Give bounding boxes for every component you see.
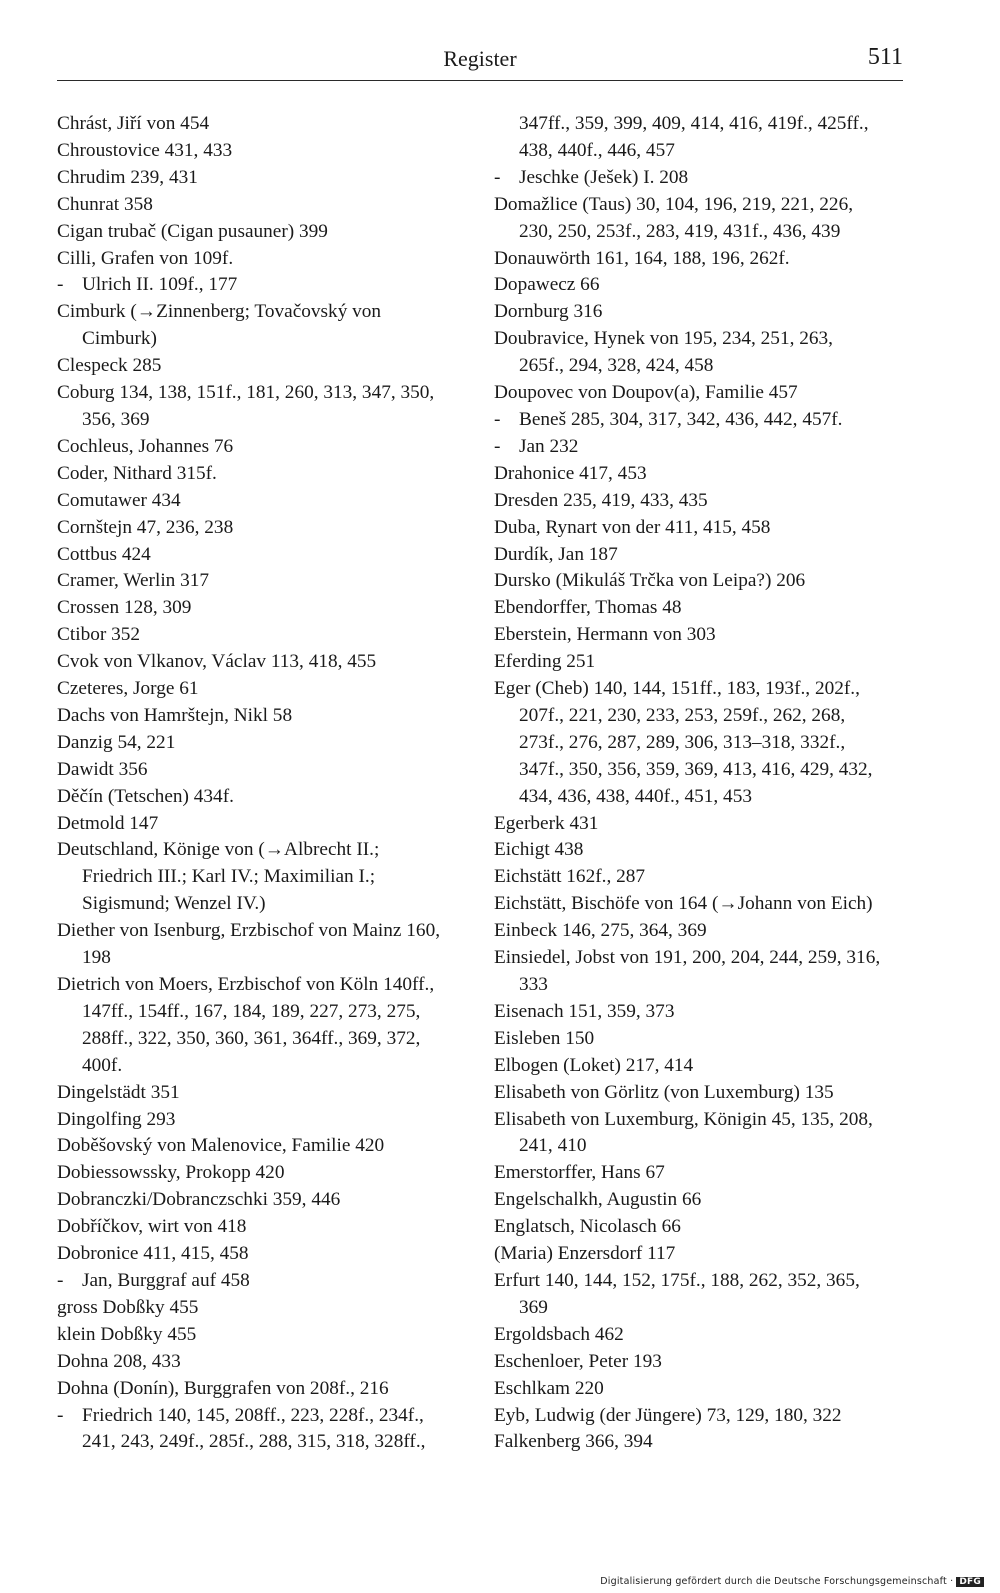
entry-text: Erfurt 140, 144, 152, 175f., 188, 262, 352, 365, — [494, 1269, 860, 1291]
index-entry — [57, 1376, 477, 1403]
entry-text: Domažlice (Taus) 30, 104, 196, 219, 221, 226, — [494, 193, 854, 215]
index-entry — [494, 1026, 914, 1053]
index-entry — [57, 568, 477, 595]
index-entry — [57, 434, 477, 461]
entry-text: 288ff., 322, 350, 360, 361, 364ff., 369, 372, — [82, 1027, 421, 1049]
entry-text: Jeschke (Ješek) I. 208 — [519, 166, 689, 188]
subentry-dash: - — [494, 408, 501, 430]
entry-text: 369 — [519, 1296, 548, 1318]
entry-text: Elbogen (Loket) 217, 414 — [494, 1054, 694, 1076]
index-entry — [494, 1349, 914, 1376]
index-entry — [57, 488, 477, 515]
index-column-left — [57, 111, 477, 1456]
index-entry-continuation — [494, 1133, 914, 1160]
entry-text: Chrást, Jiří von 454 — [57, 113, 210, 134]
entry-text: Drahonice 417, 453 — [494, 462, 647, 484]
page-header — [57, 42, 903, 82]
index-entry — [57, 837, 477, 864]
index-entry — [57, 595, 477, 622]
entry-text: 434, 436, 438, 440f., 451, 453 — [519, 785, 752, 807]
index-entry — [494, 380, 914, 407]
index-entry — [57, 811, 477, 838]
entry-text: Diether von Isenburg, Erzbischof von Mainz 160, — [57, 920, 441, 942]
entry-text: Einbeck 146, 275, 364, 369 — [494, 920, 707, 942]
index-entry — [494, 326, 914, 353]
entry-text: Cochleus, Johannes 76 — [57, 435, 234, 457]
index-entry — [494, 945, 914, 972]
subentry-dash: - — [494, 166, 501, 188]
index-entry — [494, 488, 914, 515]
index-entry — [57, 1080, 477, 1107]
entry-text: Ulrich II. 109f., 177 — [82, 274, 238, 296]
index-entry — [57, 246, 477, 273]
entry-text: Sigismund; Wenzel IV.) — [82, 893, 266, 915]
entry-text: Durdík, Jan 187 — [494, 543, 618, 565]
entry-text: Donauwörth 161, 164, 188, 196, 262f. — [494, 247, 790, 269]
running-title: Register — [443, 46, 517, 71]
entry-text: 198 — [82, 947, 111, 969]
index-entry — [494, 891, 914, 918]
entry-text: Duba, Rynart von der 411, 415, 458 — [494, 516, 771, 538]
dfg-logo: DFG — [956, 1577, 984, 1587]
entry-text: Dobiessowssky, Prokopp 420 — [57, 1162, 285, 1184]
index-entry — [494, 1322, 914, 1349]
entry-text: Dingolfing 293 — [57, 1108, 176, 1130]
index-entry — [57, 1214, 477, 1241]
index-entry-continuation — [494, 1295, 914, 1322]
subentry-dash: - — [57, 274, 64, 296]
entry-text: Cigan trubač (Cigan pusauner) 399 — [57, 220, 328, 242]
entry-text: Cimburk (→Zinnenberg; Tovačovský von — [57, 301, 382, 323]
index-entry — [57, 192, 477, 219]
entry-text: 147ff., 154ff., 167, 184, 189, 227, 273, 275, — [82, 1000, 421, 1022]
entry-text: Cottbus 424 — [57, 543, 151, 565]
index-entry — [57, 219, 477, 246]
subentry-dash: - — [57, 1404, 64, 1426]
index-entry — [57, 972, 477, 999]
entry-text: Eferding 251 — [494, 651, 596, 673]
index-subentry — [57, 272, 477, 299]
index-entry — [494, 1376, 914, 1403]
index-entry — [57, 757, 477, 784]
funding-footer — [600, 1576, 984, 1587]
entry-text: Dawidt 356 — [57, 758, 148, 780]
index-entry — [494, 1107, 914, 1134]
index-entry — [494, 999, 914, 1026]
index-entry — [57, 111, 477, 138]
entry-text: Ebendorffer, Thomas 48 — [494, 597, 682, 619]
index-entry — [494, 1053, 914, 1080]
entry-text: Eisenach 151, 359, 373 — [494, 1000, 675, 1022]
entry-text: 230, 250, 253f., 283, 419, 431f., 436, 439 — [519, 220, 841, 242]
entry-text: Eichigt 438 — [494, 839, 584, 861]
entry-text: (Maria) Enzersdorf 117 — [494, 1243, 676, 1265]
entry-text: Eichstätt, Bischöfe von 164 (→Johann von Eich) — [494, 893, 873, 915]
index-entry — [57, 299, 477, 326]
index-entry — [494, 1268, 914, 1295]
entry-text: Elisabeth von Luxemburg, Königin 45, 135, 208, — [494, 1108, 873, 1130]
entry-text: Doubravice, Hynek von 195, 234, 251, 263, — [494, 328, 833, 350]
entry-text: Englatsch, Nicolasch 66 — [494, 1216, 681, 1238]
index-entry — [57, 1322, 477, 1349]
index-entry — [494, 1429, 914, 1456]
footer-text: Digitalisierung gefördert durch die Deutsche Forschungsgemeinschaft · — [600, 1576, 954, 1587]
entry-text: 333 — [519, 974, 548, 995]
index-entry — [57, 1349, 477, 1376]
entry-text: klein Dobßky 455 — [57, 1323, 197, 1345]
entry-text: 438, 440f., 446, 457 — [519, 139, 675, 161]
index-entry — [494, 1187, 914, 1214]
page-number: 511 — [867, 44, 903, 70]
index-subentry — [494, 165, 914, 192]
index-entry-continuation — [494, 111, 914, 138]
index-entry-continuation — [494, 784, 914, 811]
index-entry — [494, 1241, 914, 1268]
entry-text: Einsiedel, Jobst von 191, 200, 204, 244, 259, 316, — [494, 947, 881, 969]
entry-text: Ergoldsbach 462 — [494, 1323, 624, 1345]
entry-text: Eger (Cheb) 140, 144, 151ff., 183, 193f., 202f., — [494, 678, 860, 700]
index-entry — [57, 703, 477, 730]
index-entry — [57, 784, 477, 811]
entry-text: 265f., 294, 328, 424, 458 — [519, 355, 714, 377]
entry-text: Friedrich III.; Karl IV.; Maximilian I.; — [82, 866, 376, 888]
index-entry-continuation — [494, 757, 914, 784]
index-entry — [494, 918, 914, 945]
entry-text: Deutschland, Könige von (→Albrecht II.; — [57, 839, 380, 861]
entry-text: Dobranczki/Dobranczschki 359, 446 — [57, 1189, 341, 1211]
index-entry — [57, 730, 477, 757]
entry-text: Ctibor 352 — [57, 624, 141, 646]
index-entry — [57, 353, 477, 380]
entry-text: 400f. — [82, 1054, 123, 1076]
entry-text: Comutawer 434 — [57, 489, 181, 511]
entry-text: gross Dobßky 455 — [57, 1296, 199, 1318]
entry-text: 347f., 350, 356, 359, 369, 413, 416, 429, 432, — [519, 758, 873, 780]
entry-text: Doupovec von Doupov(a), Familie 457 — [494, 382, 798, 404]
entry-text: Eberstein, Hermann von 303 — [494, 624, 716, 646]
entry-text: Dohna (Donín), Burggrafen von 208f., 216 — [57, 1377, 389, 1399]
subentry-dash: - — [494, 435, 501, 457]
index-entry — [494, 568, 914, 595]
entry-text: Chunrat 358 — [57, 193, 153, 215]
entry-text: 241, 243, 249f., 285f., 288, 315, 318, 328ff., — [82, 1431, 426, 1453]
entry-text: Chroustovice 431, 433 — [57, 139, 233, 161]
index-entry — [494, 1403, 914, 1430]
index-entry-continuation — [57, 407, 477, 434]
entry-text: Dornburg 316 — [494, 301, 603, 323]
index-entry — [494, 676, 914, 703]
index-entry-continuation — [57, 945, 477, 972]
index-entry — [494, 622, 914, 649]
index-entry — [494, 246, 914, 273]
header-rule — [57, 80, 903, 81]
index-entry — [57, 1160, 477, 1187]
index-entry — [57, 649, 477, 676]
index-entry-continuation — [57, 999, 477, 1026]
entry-text: Clespeck 285 — [57, 355, 162, 377]
index-entry — [494, 1214, 914, 1241]
entry-text: Jan 232 — [519, 435, 579, 457]
entry-text: Chrudim 239, 431 — [57, 166, 198, 188]
entry-text: Dohna 208, 433 — [57, 1350, 181, 1372]
index-entry-continuation — [494, 703, 914, 730]
entry-text: Falkenberg 366, 394 — [494, 1431, 653, 1453]
entry-text: Crossen 128, 309 — [57, 597, 192, 619]
entry-text: Dachs von Hamrštejn, Nikl 58 — [57, 704, 293, 726]
index-entry-continuation — [57, 326, 477, 353]
entry-text: 356, 369 — [82, 408, 150, 430]
index-entry-continuation — [57, 1053, 477, 1080]
index-entry — [494, 649, 914, 676]
entry-text: 273f., 276, 287, 289, 306, 313–318, 332f., — [519, 731, 846, 753]
index-entry — [57, 138, 477, 165]
index-entry-continuation — [57, 864, 477, 891]
index-entry-continuation — [494, 353, 914, 380]
index-subentry — [494, 434, 914, 461]
index-entry — [494, 272, 914, 299]
index-entry — [57, 380, 477, 407]
entry-text: 347ff., 359, 399, 409, 414, 416, 419f., 425ff., — [519, 113, 869, 134]
index-entry — [494, 192, 914, 219]
entry-text: Beneš 285, 304, 317, 342, 436, 442, 457f. — [519, 408, 843, 430]
entry-text: Cimburk) — [82, 328, 157, 350]
index-entry — [494, 864, 914, 891]
index-entry-continuation — [57, 1429, 477, 1456]
entry-text: Danzig 54, 221 — [57, 731, 176, 753]
entry-text: Cramer, Werlin 317 — [57, 570, 210, 592]
entry-text: Egerberk 431 — [494, 812, 599, 834]
index-entry — [57, 676, 477, 703]
index-entry — [494, 542, 914, 569]
entry-text: Cilli, Grafen von 109f. — [57, 247, 234, 269]
index-entry — [494, 811, 914, 838]
index-entry — [494, 515, 914, 542]
index-subentry — [494, 407, 914, 434]
index-column-right — [494, 111, 914, 1456]
entry-text: Děčín (Tetschen) 434f. — [57, 785, 234, 807]
index-entry-continuation — [57, 1026, 477, 1053]
entry-text: Coder, Nithard 315f. — [57, 462, 217, 484]
index-entry — [57, 165, 477, 192]
entry-text: Cornštejn 47, 236, 238 — [57, 516, 234, 538]
entry-text: 241, 410 — [519, 1135, 587, 1157]
entry-text: Eschenloer, Peter 193 — [494, 1350, 662, 1372]
entry-text: Engelschalkh, Augustin 66 — [494, 1189, 702, 1211]
entry-text: Emerstorffer, Hans 67 — [494, 1162, 665, 1184]
index-entry-continuation — [57, 891, 477, 918]
entry-text: Friedrich 140, 145, 208ff., 223, 228f., 234f., — [82, 1404, 424, 1426]
entry-text: Dresden 235, 419, 433, 435 — [494, 489, 708, 511]
index-entry — [57, 1295, 477, 1322]
entry-text: Coburg 134, 138, 151f., 181, 260, 313, 347, 350, — [57, 382, 435, 404]
entry-text: Dobříčkov, wirt von 418 — [57, 1216, 247, 1238]
index-entry-continuation — [494, 138, 914, 165]
index-entry — [494, 595, 914, 622]
index-entry — [57, 515, 477, 542]
index-subentry — [57, 1403, 477, 1430]
index-entry — [57, 1187, 477, 1214]
index-entry — [494, 1080, 914, 1107]
entry-text: Dopawecz 66 — [494, 274, 600, 296]
entry-text: Dobronice 411, 415, 458 — [57, 1243, 249, 1265]
index-entry-continuation — [494, 972, 914, 999]
entry-text: Eisleben 150 — [494, 1027, 595, 1049]
index-entry — [494, 837, 914, 864]
index-entry — [57, 1241, 477, 1268]
index-entry — [57, 461, 477, 488]
index-entry — [57, 542, 477, 569]
index-entry-continuation — [494, 219, 914, 246]
index-entry — [57, 1107, 477, 1134]
index-entry — [57, 622, 477, 649]
entry-text: 207f., 221, 230, 233, 253, 259f., 262, 268, — [519, 704, 846, 726]
subentry-dash: - — [57, 1269, 64, 1291]
entry-text: Dingelstädt 351 — [57, 1081, 180, 1103]
index-entry — [494, 299, 914, 326]
entry-text: Dursko (Mikuláš Trčka von Leipa?) 206 — [494, 570, 806, 592]
entry-text: Cvok von Vlkanov, Václav 113, 418, 455 — [57, 651, 377, 673]
entry-text: Czeteres, Jorge 61 — [57, 678, 199, 700]
entry-text: Elisabeth von Görlitz (von Luxemburg) 135 — [494, 1081, 834, 1103]
index-entry — [494, 461, 914, 488]
entry-text: Doběšovský von Malenovice, Familie 420 — [57, 1135, 385, 1157]
index-subentry — [57, 1268, 477, 1295]
index-entry — [57, 1133, 477, 1160]
entry-text: Dietrich von Moers, Erzbischof von Köln 140ff., — [57, 974, 435, 995]
entry-text: Eyb, Ludwig (der Jüngere) 73, 129, 180, 322 — [494, 1404, 842, 1426]
entry-text: Jan, Burggraf auf 458 — [82, 1269, 250, 1291]
entry-text: Eichstätt 162f., 287 — [494, 866, 646, 888]
index-entry-continuation — [494, 730, 914, 757]
entry-text: Eschlkam 220 — [494, 1377, 604, 1399]
entry-text: Detmold 147 — [57, 812, 159, 834]
index-entry — [494, 1160, 914, 1187]
index-entry — [57, 918, 477, 945]
